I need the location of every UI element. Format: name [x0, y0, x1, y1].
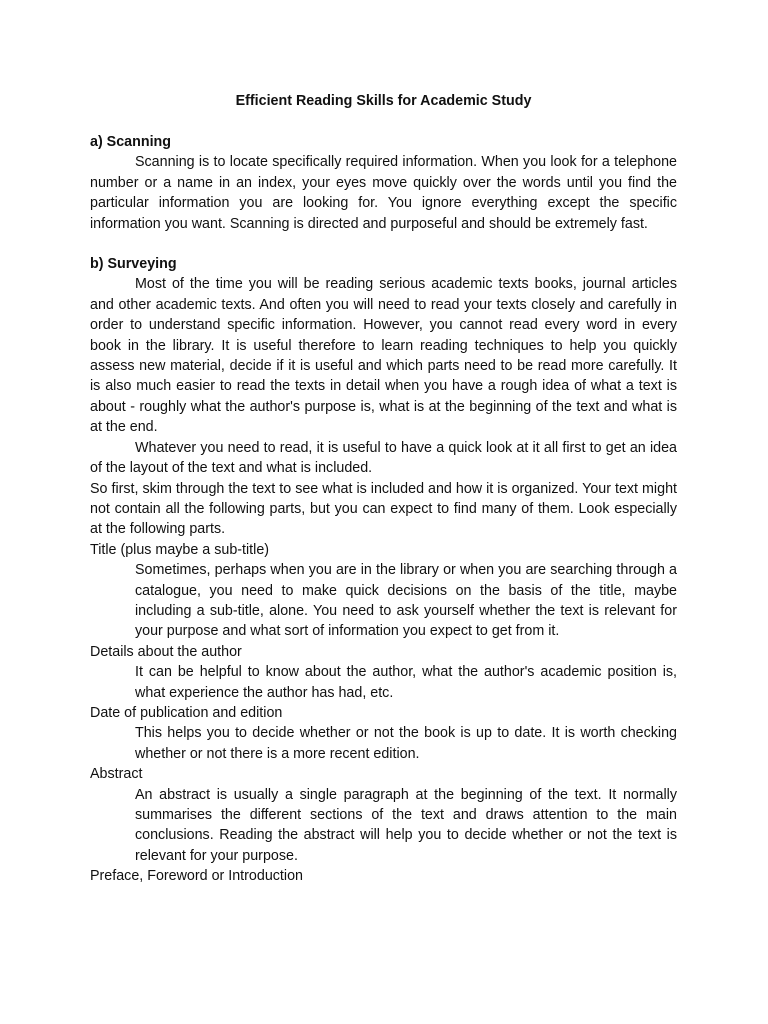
part-description-author: It can be helpful to know about the author, what the author's academic position is, what experience the author has had, etc.	[135, 664, 677, 701]
part-description-publication: This helps you to decide whether or not the book is up to date. It is worth checking whether or not there is a more recent edition.	[135, 725, 677, 762]
scanning-paragraph: Scanning is to locate specifically required information. When you look for a telephone number or a name in an index, your eyes move quickly over the words until you find the particular information you are looking for. You ignore everything except the specific information you want. Scanning is directed and purposeful and should be extremely fast.	[90, 154, 677, 232]
part-label-abstract: Abstract	[90, 766, 143, 783]
surveying-paragraph-3: So first, skim through the text to see what is included and how it is organized. Your text might not contain all the following parts, but you can expect to find many of them. Look especially at the following parts.	[90, 480, 677, 538]
document-title: Efficient Reading Skills for Academic Study	[235, 93, 532, 109]
surveying-paragraph-1: Most of the time you will be reading serious academic texts books, journal articles and other academic texts. And often you will need to read your texts closely and carefully in order to understand specific information. However, you cannot read every word in every book in the library. It is useful therefore to learn reading techniques to help you quickly assess new material, decide if it is useful and which parts need to be read more carefully. It is also much easier to read the texts in detail when you have a rough idea of what a text is about - roughly what the author's purpose is, what is at the beginning of the text and what is at the end.	[90, 276, 677, 436]
document-page	[90, 90, 677, 887]
part-label-preface: Preface, Foreword or Introduction	[90, 868, 303, 885]
part-label-publication: Date of publication and edition	[90, 704, 283, 721]
surveying-paragraph-2: Whatever you need to read, it is useful to have a quick look at it all first to get an idea of the layout of the text and what is included.	[90, 439, 677, 477]
section-heading-surveying: b) Surveying	[90, 256, 177, 273]
part-label-title: Title (plus maybe a sub-title)	[90, 541, 270, 558]
section-heading-scanning: a) Scanning	[90, 134, 172, 150]
part-description-title: Sometimes, perhaps when you are in the library or when you are searching through a catalogue, you need to make quick decisions on the basis of the title, maybe including a sub-title, alone. You need to ask yourself whether the text is relevant for your purpose and what sort of information you expect to get from it.	[135, 562, 677, 640]
part-description-abstract: An abstract is usually a single paragraph at the beginning of the text. It normally summarises the different sections of the text and draws attention to the main conclusions. Reading the abstract will help you to decide whether or not the text is relevant for your purpose.	[135, 786, 677, 864]
part-label-author: Details about the author	[90, 643, 242, 660]
section-spacer	[90, 234, 677, 254]
